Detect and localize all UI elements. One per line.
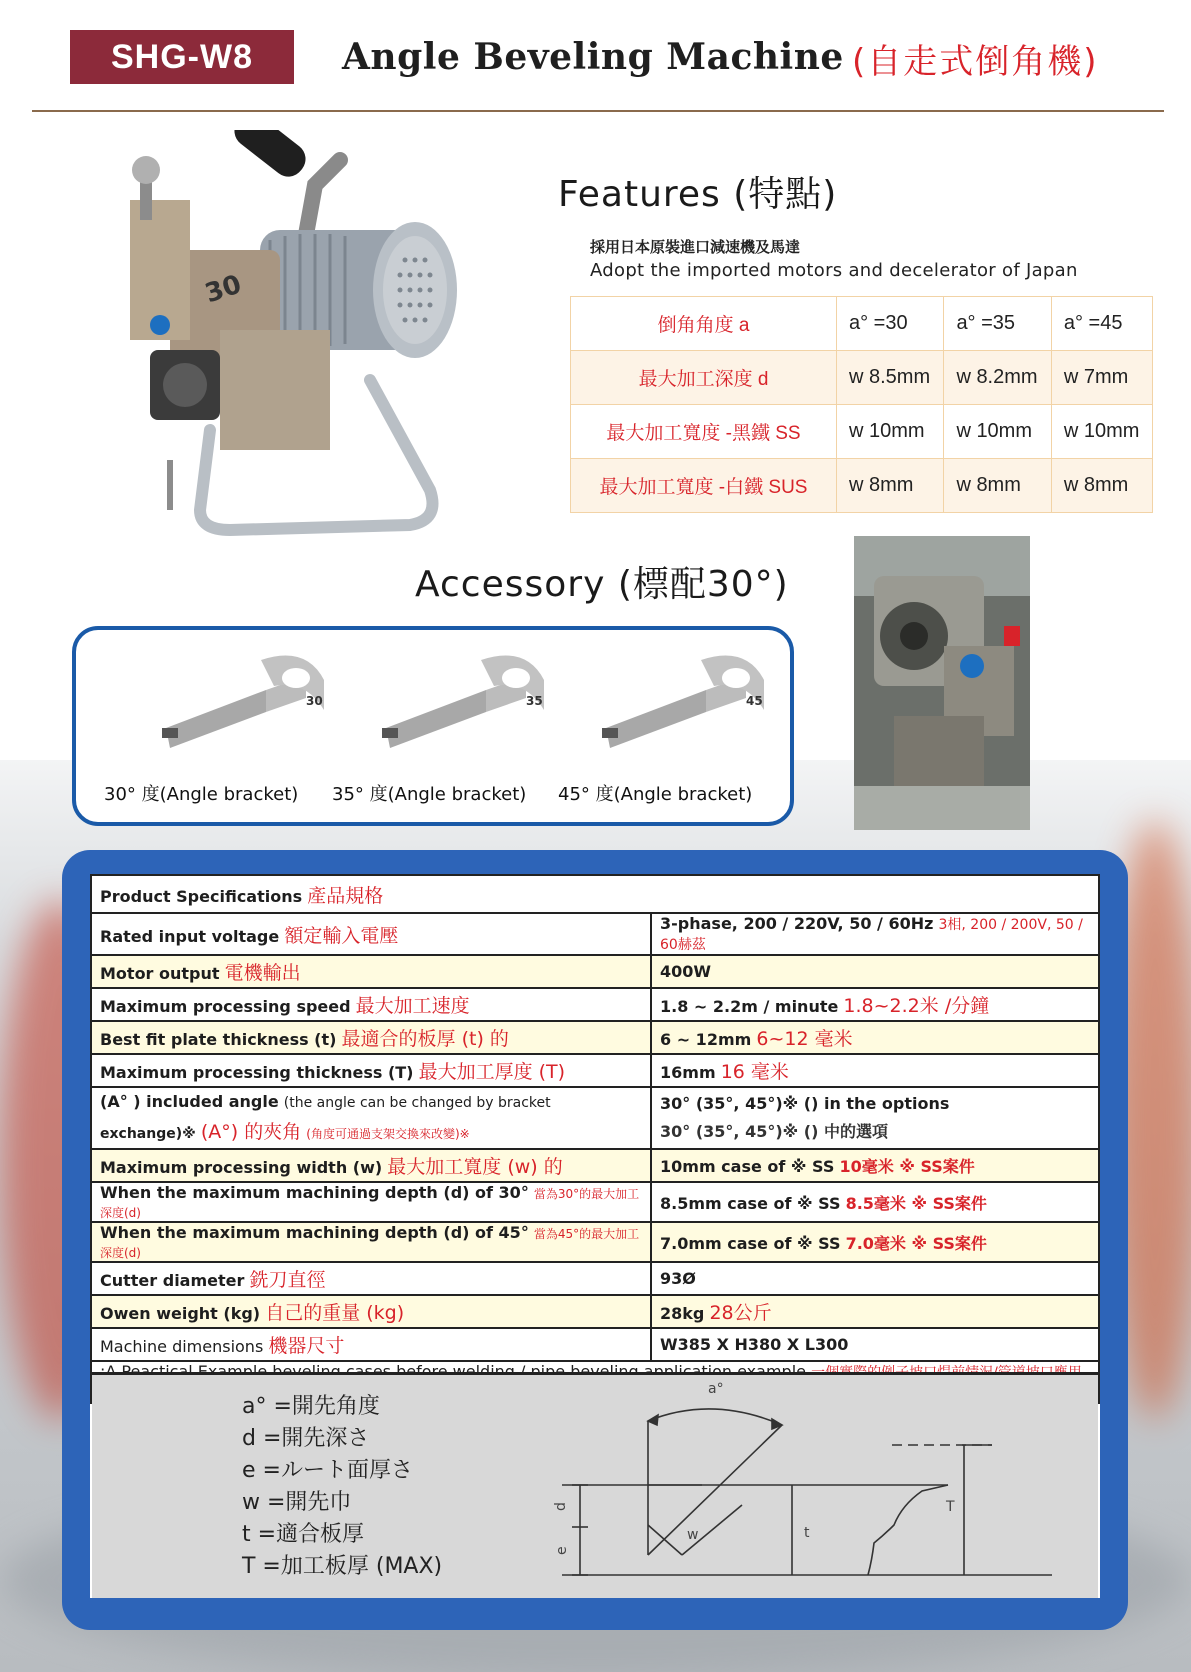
spec-value-zh: 7.0毫米 ※ SS案件 xyxy=(845,1233,987,1253)
bevel-diagram xyxy=(92,1372,1098,1598)
spec-value xyxy=(651,1328,1099,1361)
spec-label-en2: exchange)※ xyxy=(100,1126,196,1142)
spec-label-en: Maximum processing thickness (T) xyxy=(100,1063,414,1082)
features-table xyxy=(570,296,1153,513)
spec-value xyxy=(651,1021,1099,1054)
table-row xyxy=(91,1087,1099,1149)
spec-value xyxy=(651,1054,1099,1087)
label-a: a° xyxy=(708,1381,724,1397)
legend-item: w =開先巾 xyxy=(242,1490,352,1515)
spec-label-zh: 自己的重量 (kg) xyxy=(265,1302,405,1324)
spec-label-en: Cutter diameter xyxy=(100,1271,245,1290)
spec-value xyxy=(651,1262,1099,1295)
spec-label xyxy=(91,1328,651,1361)
machine-photo xyxy=(854,536,1030,830)
spec-label-en: Rated input voltage xyxy=(100,926,280,946)
label-w: w xyxy=(687,1527,699,1543)
spec-value-en: 30° (35°, 45°)※ () in the options xyxy=(660,1094,950,1113)
spec-label-en: When the maximum machining depth (d) of 30° xyxy=(100,1183,529,1202)
table-cell: w 8mm xyxy=(944,459,1051,513)
table-cell: a° =30 xyxy=(837,297,944,351)
spec-label-zh: 最適合的板厚 (t) 的 xyxy=(341,1028,509,1050)
spec-label-zh: (A°) 的夾角 xyxy=(200,1121,302,1143)
table-row xyxy=(91,1295,1099,1328)
spec-label-zh: 電機輸出 xyxy=(224,962,301,984)
spec-value-zh: 30° (35°, 45°)※ () 中的選項 xyxy=(660,1122,888,1141)
spec-value-en: 6 ~ 12mm xyxy=(660,1030,752,1049)
table-cell: w 8mm xyxy=(837,459,944,513)
spec-value xyxy=(651,988,1099,1021)
table-row xyxy=(91,1222,1099,1262)
spec-value-en: 3-phase, 200 / 220V, 50 / 60Hz xyxy=(660,914,934,933)
spec-value xyxy=(651,1182,1099,1222)
spec-value xyxy=(651,1149,1099,1182)
page-title-zh: (自走式倒角機) xyxy=(852,42,1099,82)
model-tag: SHG-W8 xyxy=(70,30,294,84)
spec-value-zh: 10毫米 ※ SS案件 xyxy=(839,1157,975,1176)
spec-label-zh: 機器尺寸 xyxy=(268,1335,345,1357)
spec-heading xyxy=(91,875,1099,913)
bevel-drawing xyxy=(532,1375,1098,1601)
spec-label-en: Owen weight (kg) xyxy=(100,1304,261,1323)
machine-image xyxy=(110,130,480,580)
spec-label-zh: 最大加工速度 xyxy=(355,995,470,1017)
machine-angle-mark: 30 xyxy=(201,269,246,310)
spec-label-zh: 最大加工寬度 (w) 的 xyxy=(387,1156,563,1178)
spec-value-en: 8.5mm case of ※ SS xyxy=(660,1193,841,1213)
spec-label-zh-note: (角度可通過支架交換來改變)※ xyxy=(306,1127,470,1141)
angle-bracket-image xyxy=(596,650,776,760)
table-row xyxy=(91,988,1099,1021)
table-cell: w 10mm xyxy=(1051,405,1152,459)
legend-item: T =加工板厚 (MAX) xyxy=(242,1554,443,1579)
spec-value-en: 1.8 ~ 2.2m / minute xyxy=(660,997,839,1016)
spec-label xyxy=(91,1149,651,1182)
table-row xyxy=(91,955,1099,988)
table-cell-label: 倒角角度 a xyxy=(571,297,837,351)
spec-value-en: 93Ø xyxy=(660,1269,696,1288)
label-d: d xyxy=(553,1502,569,1511)
accessory-box xyxy=(72,626,794,826)
spec-value-zh: 28公斤 xyxy=(709,1302,772,1324)
spec-label xyxy=(91,1182,651,1222)
spec-label xyxy=(91,1262,651,1295)
spec-value xyxy=(651,1295,1099,1328)
spec-value xyxy=(651,1087,1099,1149)
legend-item: d =開先深さ xyxy=(242,1426,370,1451)
legend-item: e =ルート面厚さ xyxy=(242,1458,413,1483)
page-title: Angle Beveling Machine xyxy=(342,36,844,78)
spec-label-note: (the angle can be changed by bracket xyxy=(283,1095,551,1111)
table-cell: a° =45 xyxy=(1051,297,1152,351)
table-cell-label: 最大加工寬度 -白鐵 SUS xyxy=(571,459,837,513)
table-row xyxy=(91,1021,1099,1054)
table-cell-label: 最大加工深度 d xyxy=(571,351,837,405)
spec-label-en: Best fit plate thickness (t) xyxy=(100,1030,337,1049)
spec-value xyxy=(651,1222,1099,1262)
spec-heading-zh: 產品規格 xyxy=(307,884,384,907)
spec-label-en: Maximum processing speed xyxy=(100,997,351,1016)
spec-value xyxy=(651,955,1099,988)
label-e: e xyxy=(554,1546,570,1555)
table-cell-label: 最大加工寬度 -黑鐵 SS xyxy=(571,405,837,459)
spec-label xyxy=(91,1295,651,1328)
table-row xyxy=(571,405,1153,459)
spec-value-en: 7.0mm case of ※ SS xyxy=(660,1233,841,1253)
label-t: t xyxy=(804,1525,810,1541)
table-row xyxy=(91,875,1099,913)
table-cell: w 10mm xyxy=(837,405,944,459)
table-row xyxy=(91,1054,1099,1087)
table-row xyxy=(571,297,1153,351)
spec-label-zh: 額定輸入電壓 xyxy=(284,924,399,947)
table-row xyxy=(91,1262,1099,1295)
accessory-label: 45° 度(Angle bracket) xyxy=(558,784,753,805)
spec-label-en: Machine dimensions xyxy=(100,1337,264,1356)
spec-value-en: 400W xyxy=(660,962,712,981)
table-row xyxy=(91,1328,1099,1361)
feature-text-zh: 採用日本原裝進口減速機及馬達 xyxy=(590,238,801,256)
accessory-title: Accessory (標配30°) xyxy=(415,564,789,605)
table-row xyxy=(91,913,1099,955)
spec-label xyxy=(91,955,651,988)
spec-label-zh: 當為30°的最大加工深度(d) xyxy=(100,1187,640,1220)
feature-text-en: Adopt the imported motors and decelerator of Japan xyxy=(590,260,1078,281)
spec-label-line2 xyxy=(100,1117,642,1144)
spec-value-en: 16mm xyxy=(660,1063,716,1082)
table-cell: w 8mm xyxy=(1051,459,1152,513)
features-title: Features (特點) xyxy=(558,174,838,215)
angle-bracket-image xyxy=(156,650,336,760)
spec-value-en: 28kg xyxy=(660,1304,705,1323)
bracket-angle-mark: 35 xyxy=(526,694,543,708)
table-row xyxy=(91,1149,1099,1182)
accessory-label: 30° 度(Angle bracket) xyxy=(104,784,299,805)
spec-label-zh: 銑刀直徑 xyxy=(249,1269,326,1291)
table-cell: w 7mm xyxy=(1051,351,1152,405)
table-cell: w 8.5mm xyxy=(837,351,944,405)
spec-value xyxy=(651,913,1099,955)
spec-label-en: Maximum processing width (w) xyxy=(100,1158,383,1177)
table-row xyxy=(571,459,1153,513)
table-cell: w 8.2mm xyxy=(944,351,1051,405)
spec-label-zh: 最大加工厚度 (T) xyxy=(418,1061,566,1083)
spec-label-en: When the maximum machining depth (d) of 45° xyxy=(100,1223,529,1242)
spec-value-zh: 16 毫米 xyxy=(720,1061,789,1083)
spec-value-en: W385 X H380 X L300 xyxy=(660,1335,849,1354)
spec-value-zh: 1.8~2.2米 /分鐘 xyxy=(843,995,990,1017)
spec-label xyxy=(91,988,651,1021)
angle-bracket-image xyxy=(376,650,556,760)
table-row xyxy=(571,351,1153,405)
spec-value-en: 10mm case of ※ SS xyxy=(660,1157,835,1176)
accessory-label: 35° 度(Angle bracket) xyxy=(332,784,527,805)
spec-label-en: (A° ) included angle xyxy=(100,1092,279,1111)
label-T: T xyxy=(946,1499,955,1515)
spec-value-zh: 8.5毫米 ※ SS案件 xyxy=(845,1193,987,1213)
spec-label xyxy=(91,1021,651,1054)
legend-item: a° =開先角度 xyxy=(242,1394,380,1419)
header-divider xyxy=(32,110,1164,112)
legend-item: t =適合板厚 xyxy=(242,1522,365,1547)
table-row xyxy=(91,1182,1099,1222)
table-cell: w 10mm xyxy=(944,405,1051,459)
bracket-angle-mark: 45 xyxy=(746,694,763,708)
spec-label xyxy=(91,1087,651,1149)
spec-label xyxy=(91,1054,651,1087)
bracket-angle-mark: 30 xyxy=(306,694,323,708)
spec-value-zh: 6~12 毫米 xyxy=(756,1028,853,1050)
spec-label xyxy=(91,913,651,955)
table-cell: a° =35 xyxy=(944,297,1051,351)
spec-heading-en: Product Specifications xyxy=(100,886,303,906)
spec-label-en: Motor output xyxy=(100,964,220,983)
spec-value-zh: 3相, 200 / 200V, 50 / 60赫茲 xyxy=(660,917,1083,953)
spec-label xyxy=(91,1222,651,1262)
spec-table xyxy=(90,874,1100,1404)
spec-label-zh: 當為45°的最大加工深度(d) xyxy=(100,1227,640,1260)
